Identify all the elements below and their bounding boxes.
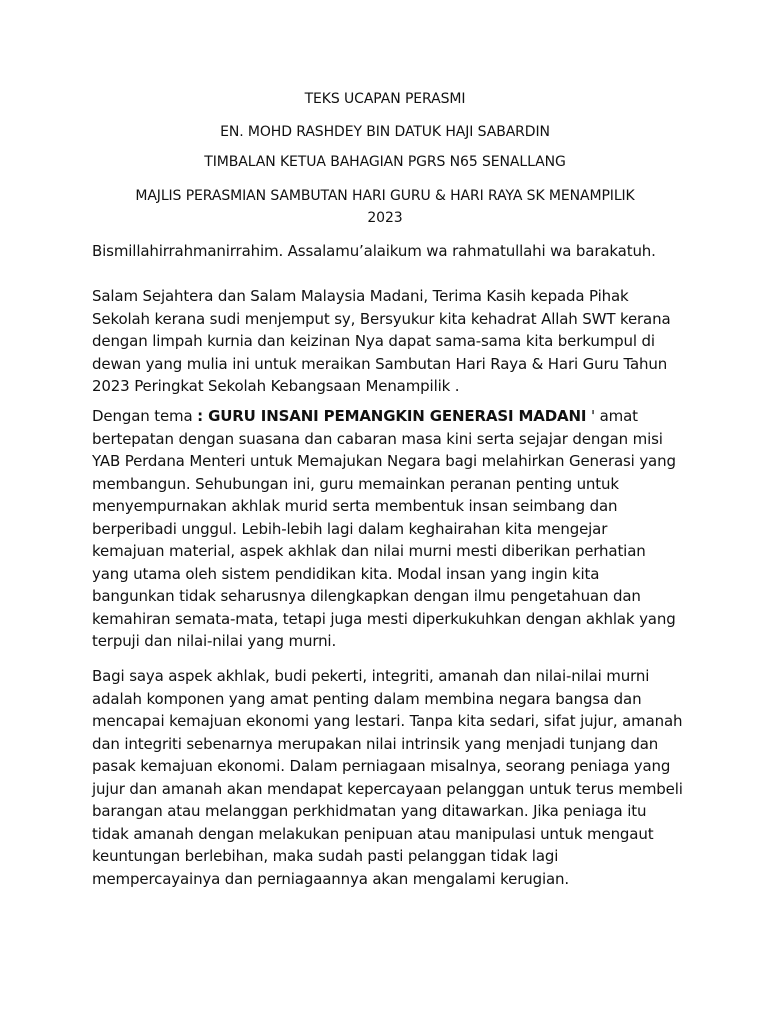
paragraph-welcome: Salam Sejahtera dan Salam Malaysia Madani, Terima Kasih kepada Pihak Sekolah kerana sudi menjemput sy, Bersyukur kita kehadrat Allah SWT kerana dengan limpah kurnia dan keizinan Nya dapat sama-sama kita berkumpul di dewan yang mulia ini untuk meraikan Sambutan Hari Raya & Hari Guru Tahun 2023 Peringkat Sekolah Kebangsaan Menampilik . — [92, 287, 671, 395]
theme-body-text: ' amat bertepatan dengan suasana dan cabaran masa kini serta sejajar dengan misi YAB Perdana Menteri untuk Memajukan Negara bagi melahirkan Generasi yang membangun. Sehubungan ini, guru memainkan peranan penting untuk menyempurnakan akhlak murid serta membentuk insan seimbang dan berperibadi unggul. Lebih-lebih lagi dalam keghairahan kita mengejar kemajuan material, aspek akhlak dan nilai murni mesti diberikan perhatian yang utama oleh sistem pendidikan kita. Modal insan yang ingin kita bangunkan tidak seharusnya dilengkapkan dengan ilmu pengetahuan dan kemahiran semata-mata, tetapi juga mesti diperkukuhkan dengan akhlak yang terpuji dan nilai-nilai yang murni. — [92, 407, 676, 650]
speaker-name: EN. MOHD RASHDEY BIN DATUK HAJI SABARDIN — [220, 124, 550, 140]
speech-title: TEKS UCAPAN PERASMI — [304, 91, 466, 107]
speaker-position: TIMBALAN KETUA BAHAGIAN PGRS N65 SENALLANG — [204, 154, 566, 170]
event-title: MAJLIS PERASMIAN SAMBUTAN HARI GURU & HARI RAYA SK MENAMPILIK 2023 — [135, 188, 635, 226]
paragraph-values: Bagi saya aspek akhlak, budi pekerti, integriti, amanah dan nilai-nilai murni adalah komponen yang amat penting dalam membina negara bangsa dan mencapai kemajuan ekonomi yang lestari. Tanpa kita sedari, sifat jujur, amanah dan integriti sebenarnya merupakan nilai intrinsik yang menjadi tunjang dan pasak kemajuan ekonomi. Dalam perniagaan misalnya, seorang peniaga yang jujur dan amanah akan mendapat kepercayaan pelanggan untuk terus membeli barangan atau melanggan perkhidmatan yang ditawarkan. Jika peniaga itu tidak amanah dengan melakukan penipuan atau manipulasi untuk mengaut keuntungan berlebihan, maka sudah pasti pelanggan tidak lagi mempercayainya dan perniagaannya akan mengalami kerugian. — [92, 667, 683, 888]
theme-intro-text: Dengan tema — [92, 407, 198, 425]
opening-greeting: Bismillahirrahmanirrahim. Assalamu’alaikum wa rahmatullahi wa barakatuh. — [92, 242, 656, 260]
paragraph-theme — [92, 405, 692, 653]
theme-title: : GURU INSANI PEMANGKIN GENERASI MADANI — [197, 407, 587, 425]
